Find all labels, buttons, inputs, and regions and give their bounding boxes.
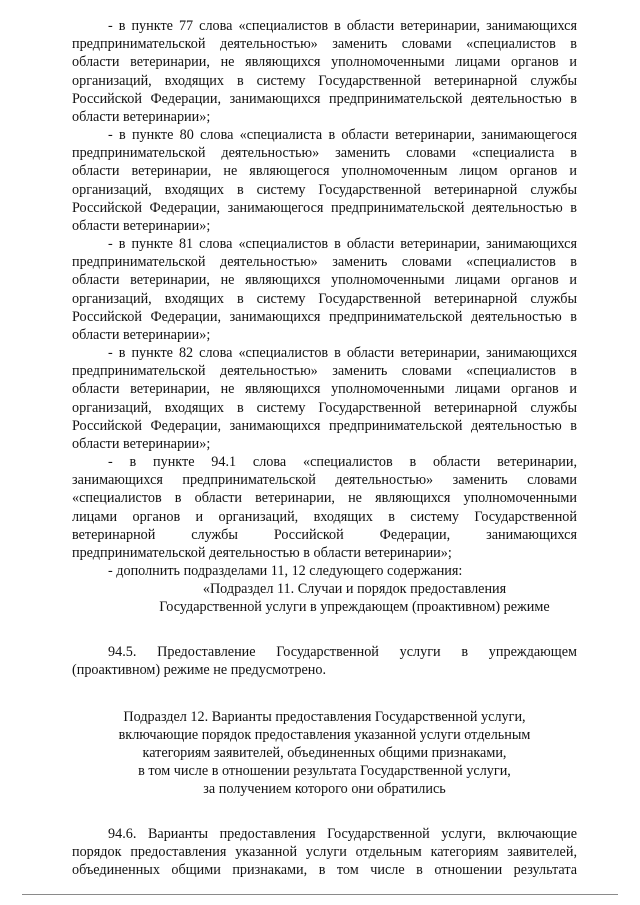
text-line: порядок предоставления указанной услуги отдельным категориям заявителей, — [72, 844, 577, 860]
text-line: предпринимательской деятельностью» заменить словами «специалистов в — [72, 363, 577, 379]
section-heading: включающие порядок предоставления указанной услуги отдельным — [118, 727, 531, 743]
text-line: области ветеринарии»; — [72, 218, 211, 234]
text-line: области ветеринарии, не являющегося уполномоченным лицом органов и — [72, 163, 577, 179]
text-line: - в пункте 94.1 слова «специалистов в области ветеринарии, — [108, 454, 577, 470]
text-line: области ветеринарии»; — [72, 436, 211, 452]
section-heading: Государственной услуги в упреждающем (проактивном) режиме — [159, 599, 550, 615]
text-line: объединенных общими признаками, в том числе в отношении результата — [72, 862, 577, 878]
text-line: предпринимательской деятельностью» заменить словами «специалистов в — [72, 254, 577, 270]
text-line: лицами органов и организаций, входящих в систему Государственной — [72, 509, 577, 525]
text-line: - в пункте 77 слова «специалистов в области ветеринарии, занимающихся — [108, 18, 577, 34]
text-line: области ветеринарии, не являющихся уполномоченными лицами органов и — [72, 272, 577, 288]
text-line: занимающихся предпринимательской деятельностью» заменить словами — [72, 472, 577, 488]
text-line: предпринимательской деятельностью в области ветеринарии»; — [72, 545, 452, 561]
scan-edge-line — [22, 894, 618, 895]
section-heading: за получением которого они обратились — [203, 781, 446, 797]
text-line: - в пункте 81 слова «специалистов в области ветеринарии, занимающихся — [108, 236, 577, 252]
section-heading: категориям заявителей, объединенных общими признаками, — [142, 745, 507, 761]
text-line: Российской Федерации, занимающихся предпринимательской деятельностью в — [72, 91, 577, 107]
text-line: - дополнить подразделами 11, 12 следующего содержания: — [108, 563, 463, 579]
text-line: 94.6. Варианты предоставления Государственной услуги, включающие — [108, 826, 577, 842]
text-line: ветеринарной службы Российской Федерации, занимающихся — [72, 527, 577, 543]
text-line: организаций, входящих в систему Государственной ветеринарной службы — [72, 182, 577, 198]
text-line: Российской Федерации, занимающихся предпринимательской деятельностью в — [72, 309, 577, 325]
text-line: области ветеринарии»; — [72, 109, 211, 125]
text-line: 94.5. Предоставление Государственной услуги в упреждающем — [108, 644, 577, 660]
section-heading: «Подраздел 11. Случаи и порядок предоставления — [202, 581, 507, 597]
text-line: предпринимательской деятельностью» заменить словами «специалистов в — [72, 36, 577, 52]
section-heading: в том числе в отношении результата Государственной услуги, — [138, 763, 511, 779]
text-line: области ветеринарии, не являющихся уполномоченными лицами органов и — [72, 381, 577, 397]
text-line: Российской Федерации, занимающегося предпринимательской деятельностью в — [72, 200, 577, 216]
section-heading: Подраздел 12. Варианты предоставления Государственной услуги, — [123, 709, 526, 725]
text-line: - в пункте 80 слова «специалиста в области ветеринарии, занимающегося — [108, 127, 577, 143]
text-line: организаций, входящих в систему Государственной ветеринарной службы — [72, 73, 577, 89]
text-line: «специалистов в области ветеринарии, не являющихся уполномоченными — [72, 490, 577, 506]
text-line: (проактивном) режиме не предусмотрено. — [72, 662, 326, 678]
text-line: организаций, входящих в систему Государственной ветеринарной службы — [72, 291, 577, 307]
text-line: организаций, входящих в систему Государственной ветеринарной службы — [72, 400, 577, 416]
text-line: - в пункте 82 слова «специалистов в области ветеринарии, занимающихся — [108, 345, 577, 361]
text-line: области ветеринарии, не являющихся уполномоченными лицами органов и — [72, 54, 577, 70]
text-line: области ветеринарии»; — [72, 327, 211, 343]
text-line: предпринимательской деятельностью» заменить словами «специалиста в — [72, 145, 577, 161]
text-line: Российской Федерации, занимающихся предпринимательской деятельностью в — [72, 418, 577, 434]
